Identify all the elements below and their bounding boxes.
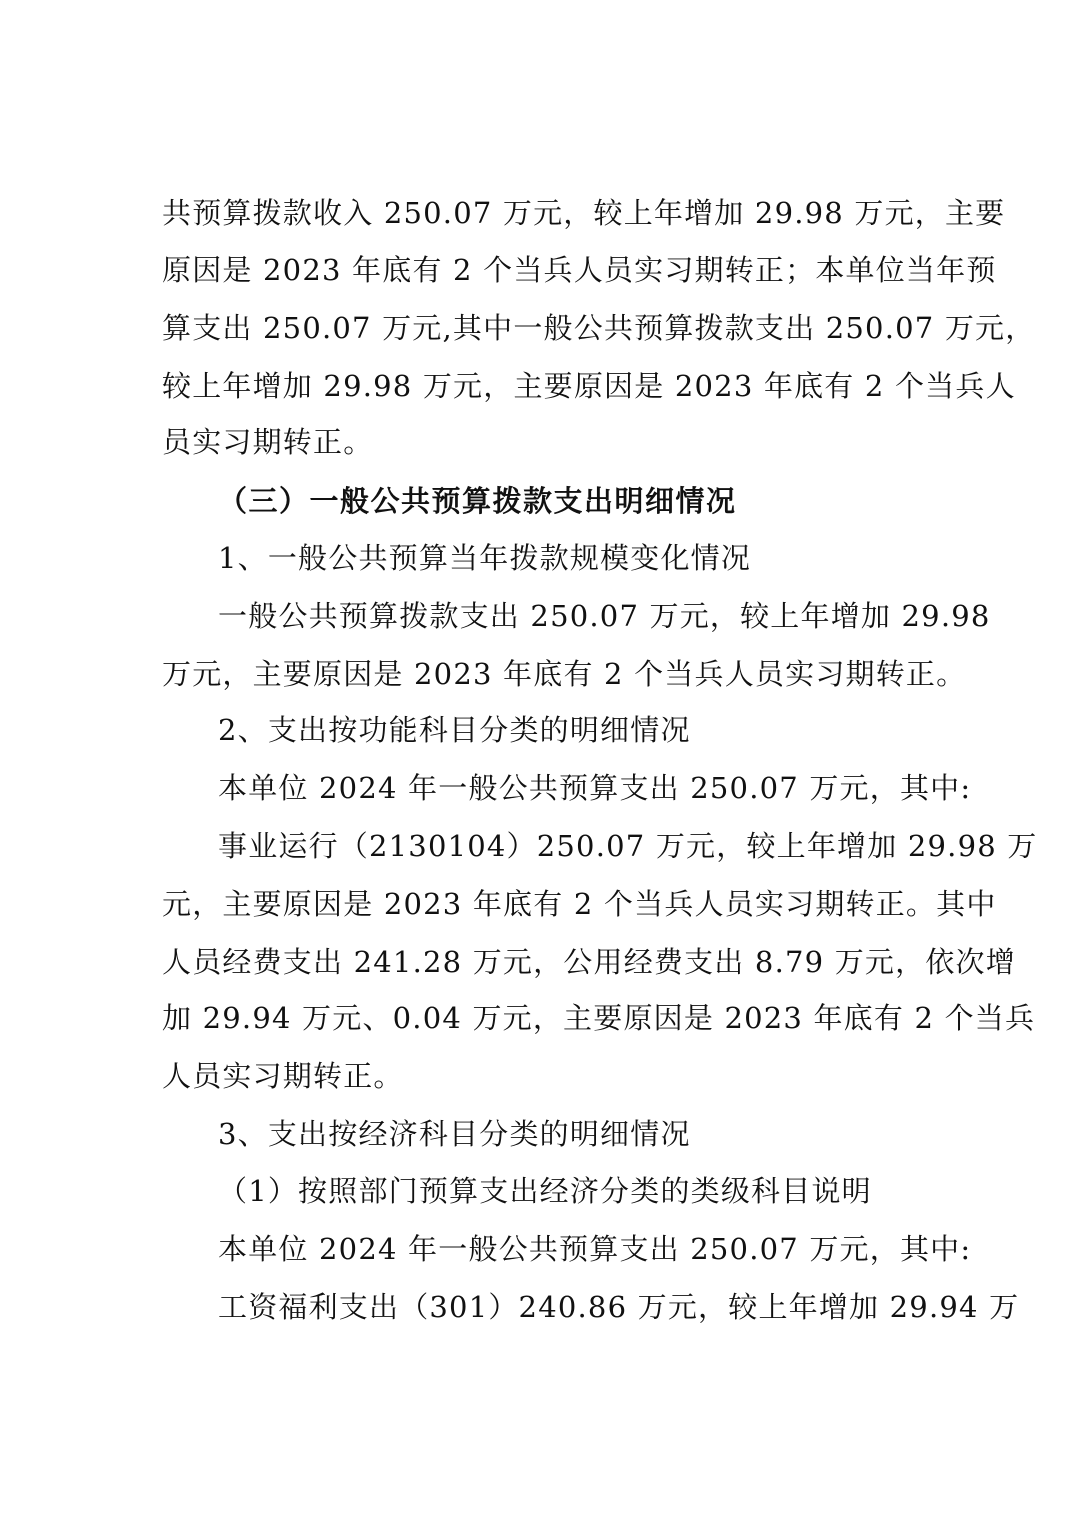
paragraph-line: 事业运行（2130104）250.07 万元，较上年增加 29.98 万 [218,829,1038,863]
subsection-title: 3、支出按经济科目分类的明细情况 [218,1117,691,1151]
paragraph-line: 加 29.94 万元、0.04 万元，主要原因是 2023 年底有 2 个当兵 [162,1001,1036,1035]
paragraph-line: 工资福利支出（301）240.86 万元，较上年增加 29.94 万 [218,1290,1020,1324]
paragraph-line: 人员经费支出 241.28 万元，公用经费支出 8.79 万元，依次增 [162,945,1016,979]
paragraph-line: 人员实习期转正。 [162,1059,404,1093]
paragraph-line: 元，主要原因是 2023 年底有 2 个当兵人员实习期转正。其中 [162,887,997,921]
paragraph-line: 员实习期转正。 [162,425,374,459]
paragraph-line: 原因是 2023 年底有 2 个当兵人员实习期转正；本单位当年预 [162,253,997,287]
section-heading: （三）一般公共预算拨款支出明细情况 [218,484,737,518]
paragraph-line: 万元，主要原因是 2023 年底有 2 个当兵人员实习期转正。 [162,657,967,691]
paragraph-line: 共预算拨款收入 250.07 万元，较上年增加 29.98 万元，主要 [162,196,1006,230]
paragraph-line: 较上年增加 29.98 万元，主要原因是 2023 年底有 2 个当兵人 [162,369,1016,403]
paragraph-line: 算支出 250.07 万元,其中一般公共预算拨款支出 250.07 万元， [162,311,1036,345]
paragraph-line: 本单位 2024 年一般公共预算支出 250.07 万元，其中: [218,771,972,805]
subsection-title: 1、一般公共预算当年拨款规模变化情况 [218,541,752,575]
paragraph-line: 本单位 2024 年一般公共预算支出 250.07 万元，其中: [218,1232,972,1266]
subsection-title: （1）按照部门预算支出经济分类的类级科目说明 [218,1174,872,1208]
subsection-title: 2、支出按功能科目分类的明细情况 [218,713,691,747]
paragraph-line: 一般公共预算拨款支出 250.07 万元，较上年增加 29.98 [218,599,991,633]
